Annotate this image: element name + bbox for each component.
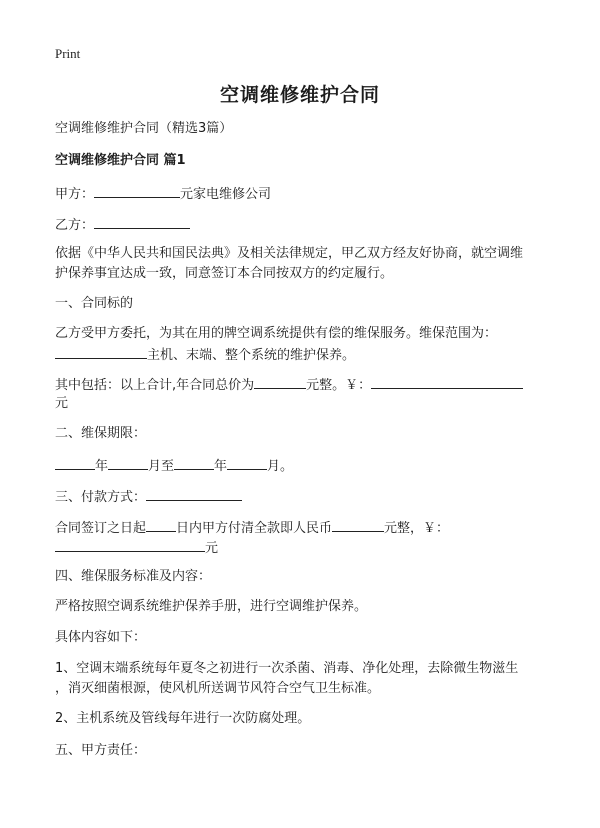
section-2-heading: 二、维保期限：	[55, 426, 147, 441]
payment-days-blank	[146, 516, 176, 532]
section-3-line	[55, 485, 242, 509]
intro-line-2: 护保养事宜达成一致，同意签订本合同按双方的约定履行。	[55, 266, 394, 281]
start-year-blank	[55, 454, 95, 470]
party-a-name: 元家电维修公司	[180, 187, 272, 202]
payment-amount-blank	[332, 516, 384, 532]
article-heading: 空调维修维护合同 篇1	[55, 153, 186, 168]
content-intro: 具体内容如下：	[55, 630, 147, 645]
item-1-line-1: 1、空调末端系统每年夏冬之初进行一次杀菌、消毒、净化处理，去除微生物滋生	[55, 661, 519, 676]
standard-text: 严格按照空调系统维护保养手册，进行空调维护保养。	[55, 599, 368, 614]
party-b-blank	[94, 213, 190, 229]
start-month-blank	[108, 454, 148, 470]
end-month-blank	[227, 454, 267, 470]
period-line	[55, 454, 293, 478]
payment-mid: 日内甲方付清全款即人民币	[176, 521, 333, 536]
payment-yuan: 元	[205, 541, 219, 556]
section-4-heading: 四、维保服务标准及内容：	[55, 569, 212, 584]
price-unit: 元整。￥：	[306, 378, 372, 393]
payment-figure-blank	[55, 536, 205, 552]
section-5-heading: 五、甲方责任：	[55, 743, 147, 758]
payment-prefix: 合同签订之日起	[55, 521, 147, 536]
price-yuan: 元	[55, 396, 69, 411]
end-month-label: 月。	[267, 459, 294, 474]
end-year-blank	[174, 454, 214, 470]
section-3-heading: 三、付款方式：	[55, 490, 147, 505]
party-a-blank	[94, 182, 180, 198]
party-b-line	[55, 213, 190, 237]
section-1-line-2	[55, 343, 355, 367]
month-to-label: 月至	[148, 459, 175, 474]
price-blank	[254, 373, 306, 389]
price-amount-blank	[371, 373, 523, 389]
document-subtitle: 空调维修维护合同（精选3篇）	[55, 121, 233, 136]
party-a-line	[55, 182, 271, 206]
payment-line-2	[55, 536, 218, 560]
document-title: 空调维修维护合同	[219, 84, 380, 106]
price-prefix: 其中包括：以上合计,年合同总价为	[55, 378, 255, 393]
intro-line-1: 依据《中华人民共和国民法典》及相关法律规定，甲乙双方经友好协商，就空调维	[55, 246, 524, 261]
price-line	[55, 373, 523, 397]
item-2: 2、主机系统及管线每年进行一次防腐处理。	[55, 711, 311, 726]
start-year-label: 年	[95, 459, 109, 474]
section-1-heading: 一、合同标的	[55, 296, 134, 311]
scope-text: 主机、末端、整个系统的维护保养。	[147, 348, 356, 363]
payment-method-blank	[146, 485, 242, 501]
end-year-label: 年	[214, 459, 228, 474]
party-a-label: 甲方：	[55, 187, 95, 202]
scope-blank	[55, 343, 147, 359]
print-link[interactable]: Print	[55, 46, 81, 61]
section-1-line-1: 乙方受甲方委托，为其在用的牌空调系统提供有偿的维保服务。维保范围为：	[55, 326, 498, 341]
item-1-line-2: ，消灭细菌根源，使风机所送调节风符合空气卫生标准。	[55, 681, 381, 696]
payment-unit: 元整，￥：	[384, 521, 450, 536]
party-b-label: 乙方：	[55, 218, 95, 233]
